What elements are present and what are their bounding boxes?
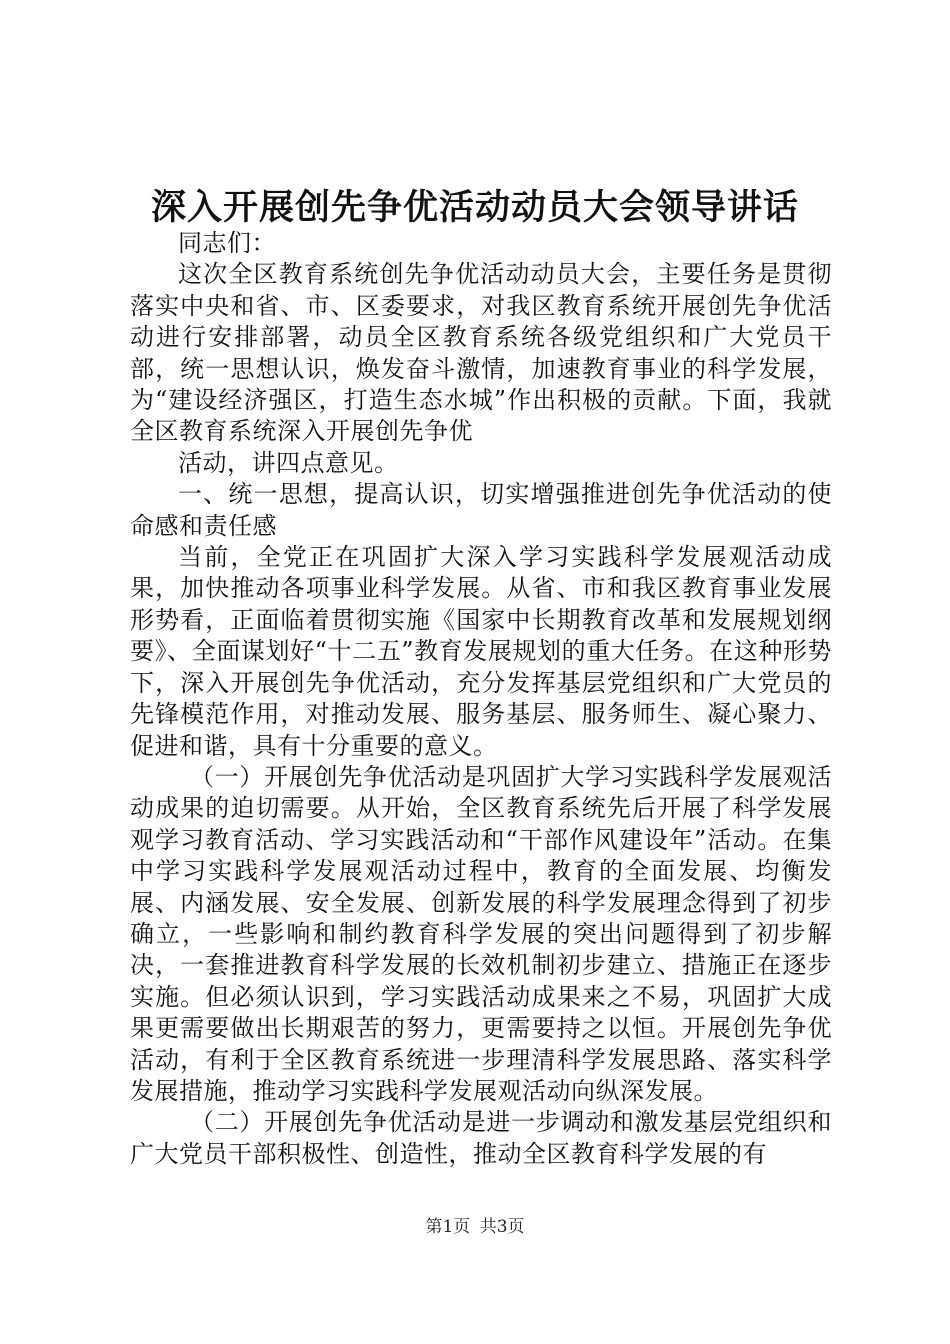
paragraph-point-2: （二）开展创先争优活动是进一步调动和激发基层党组织和广大党员干部积极性、创造性，推动全区教育科学发展的有 — [130, 1108, 832, 1168]
paragraph-intro-continued: 活动，讲四点意见。 — [178, 448, 399, 477]
page-number: 第1页 — [425, 1217, 471, 1237]
paragraph-intro: 这次全区教育系统创先争优活动动员大会，主要任务是贯彻落实中央和省、市、区委要求，对我区教育系统开展创先争优活动进行安排部署，动员全区教育系统各级党组织和广大党员干部，统一思想认识，焕发奋斗激情，加速教育事业的科学发展，为“建设经济强区，打造生态水城”作出积极的贡献。下面，我就全区教育系统深入开展创先争优 — [130, 260, 832, 446]
paragraph-point-1: （一）开展创先争优活动是巩固扩大学习实践科学发展观活动成果的迫切需要。从开始，全区教育系统先后开展了科学发展观学习教育活动、学习实践活动和“干部作风建设年”活动。在集中学习实践科学发展观活动过程中，教育的全面发展、均衡发展、内涵发展、安全发展、创新发展的科学发展理念得到了初步确立，一些影响和制约教育科学发展的突出问题得到了初步解决，一套推进教育科学发展的长效机制初步建立、措施正在逐步实施。但必须认识到，学习实践活动成果来之不易，巩固扩大成果更需要做出长期艰苦的努力，更需要持之以恒。开展创先争优活动，有利于全区教育系统进一步理清科学发展思路、落实科学发展措施，推动学习实践科学发展观活动向纵深发展。 — [130, 762, 832, 1105]
salutation: 同志们： — [178, 229, 276, 257]
section-heading-1: 一、统一思想，提高认识，切实增强推进创先争优活动的使命感和责任感 — [130, 480, 832, 540]
page-total: 共3页 — [479, 1217, 525, 1237]
paragraph-current-situation: 当前，全党正在巩固扩大深入学习实践科学发展观活动成果，加快推动各项事业科学发展。从省、市和我区教育事业发展形势看，正面临着贯彻实施《国家中长期教育改革和发展规划纲要》、全面谋划好“十二五”教育发展规划的重大任务。在这种形势下，深入开展创先争优活动，充分发挥基层党组织和广大党员的先锋模范作用，对推动发展、服务基层、服务师生、凝心聚力、促进和谐，具有十分重要的意义。 — [130, 543, 832, 760]
document-body — [130, 228, 832, 1170]
document-title: 深入开展创先争优活动动员大会领导讲话 — [150, 187, 799, 228]
page-footer — [0, 1215, 950, 1239]
